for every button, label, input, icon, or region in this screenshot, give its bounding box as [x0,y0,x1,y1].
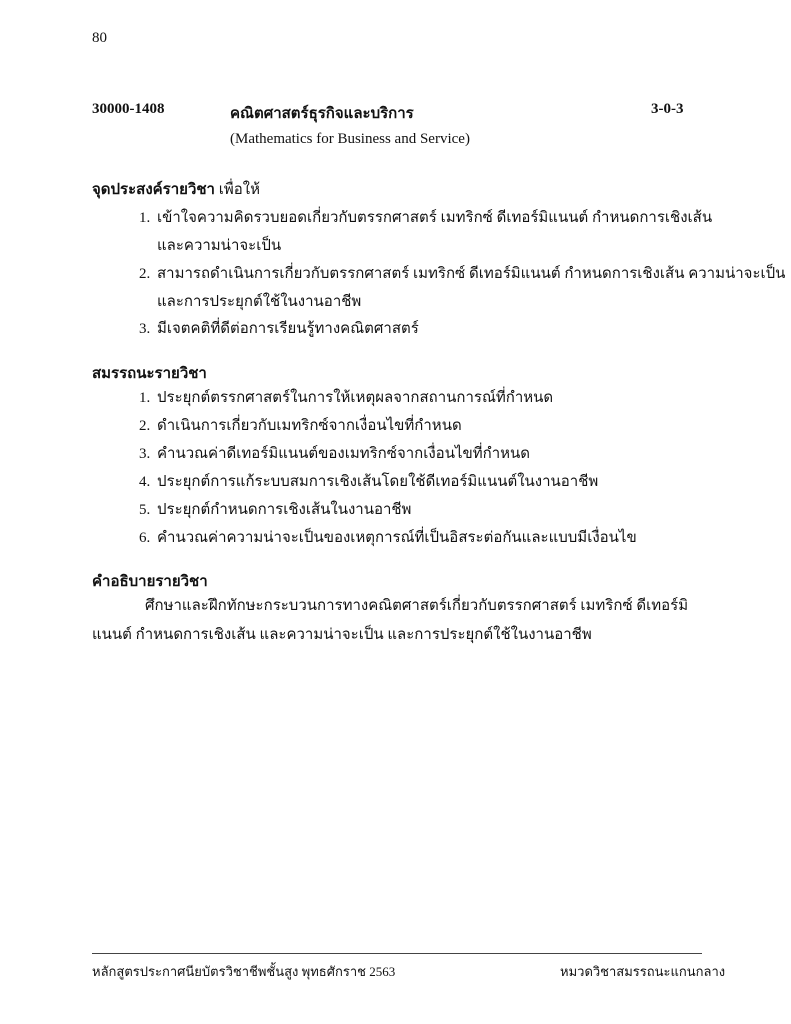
competency-text: คำนวณค่าดีเทอร์มิแนนต์ของเมทริกซ์จากเงื่อนไขที่กำหนด [157,446,531,462]
competency-text: ประยุกต์ตรรกศาสตร์ในการให้เหตุผลจากสถานการณ์ที่กำหนด [157,390,554,406]
objective-text: เข้าใจความคิดรวบยอดเกี่ยวกับตรรกศาสตร์ เมทริกซ์ ดีเทอร์มิแนนต์ กำหนดการเชิงเส้น [157,210,713,226]
competency-number: 5. [139,502,151,518]
competency-text: คำนวณค่าความน่าจะเป็นของเหตุการณ์ที่เป็นอิสระต่อกันและแบบมีเงื่อนไข [157,530,637,546]
page-number: 80 [92,30,107,46]
objective-continuation: และความน่าจะเป็น [157,238,282,254]
description-heading: คำอธิบายรายวิชา [92,574,208,590]
description-text: ศึกษาและฝึกทักษะกระบวนการทางคณิตศาสตร์เกี่ยวกับตรรกศาสตร์ เมทริกซ์ ดีเทอร์มิแนนต์ กำหนดการเชิงเส้น และความน่าจะเป็น และการประยุกต์ใช้ในงานอาชีพ [92,598,689,643]
competency-number: 6. [139,530,151,546]
objective-number: 3. [139,321,151,337]
course-title-th: คณิตศาสตร์ธุรกิจและบริการ [230,106,414,122]
competency-text: ประยุกต์กำหนดการเชิงเส้นในงานอาชีพ [157,502,412,518]
objectives-heading-row [92,177,260,201]
competency-item [139,469,598,493]
course-credits: 3-0-3 [651,101,684,117]
competency-item [139,497,411,521]
competency-number: 1. [139,390,151,406]
competency-text: ประยุกต์การแก้ระบบสมการเชิงเส้นโดยใช้ดีเทอร์มิแนนต์ในงานอาชีพ [157,474,599,490]
course-code: 30000-1408 [92,101,165,117]
objective-text: มีเจตคติที่ดีต่อการเรียนรู้ทางคณิตศาสตร์ [157,321,419,337]
competency-item [139,441,530,465]
objective-item [139,261,785,285]
objective-continuation: และการประยุกต์ใช้ในงานอาชีพ [157,294,362,310]
footer-category: หมวดวิชาสมรรถนะแกนกลาง [560,964,726,979]
footer-divider [92,953,702,954]
objectives-heading: จุดประสงค์รายวิชา [92,182,215,198]
objectives-intro: เพื่อให้ [218,182,260,198]
objective-item [139,316,419,340]
competency-number: 3. [139,446,151,462]
competency-item [139,385,553,409]
objective-text: สามารถดำเนินการเกี่ยวกับตรรกศาสตร์ เมทริกซ์ ดีเทอร์มิแนนต์ กำหนดการเชิงเส้น ความน่าจะเป็น [157,266,786,282]
objective-number: 2. [139,266,151,282]
footer-curriculum: หลักสูตรประกาศนียบัตรวิชาชีพชั้นสูง พุทธศักราช 2563 [92,964,396,979]
competency-number: 4. [139,474,151,490]
competencies-heading: สมรรถนะรายวิชา [92,366,207,382]
competency-item [139,525,637,549]
competency-number: 2. [139,418,151,434]
competency-text: ดำเนินการเกี่ยวกับเมทริกซ์จากเงื่อนไขที่กำหนด [157,418,462,434]
course-title-en: (Mathematics for Business and Service) [230,131,470,147]
objective-number: 1. [139,210,151,226]
competency-item [139,413,462,437]
objective-item [139,205,712,229]
